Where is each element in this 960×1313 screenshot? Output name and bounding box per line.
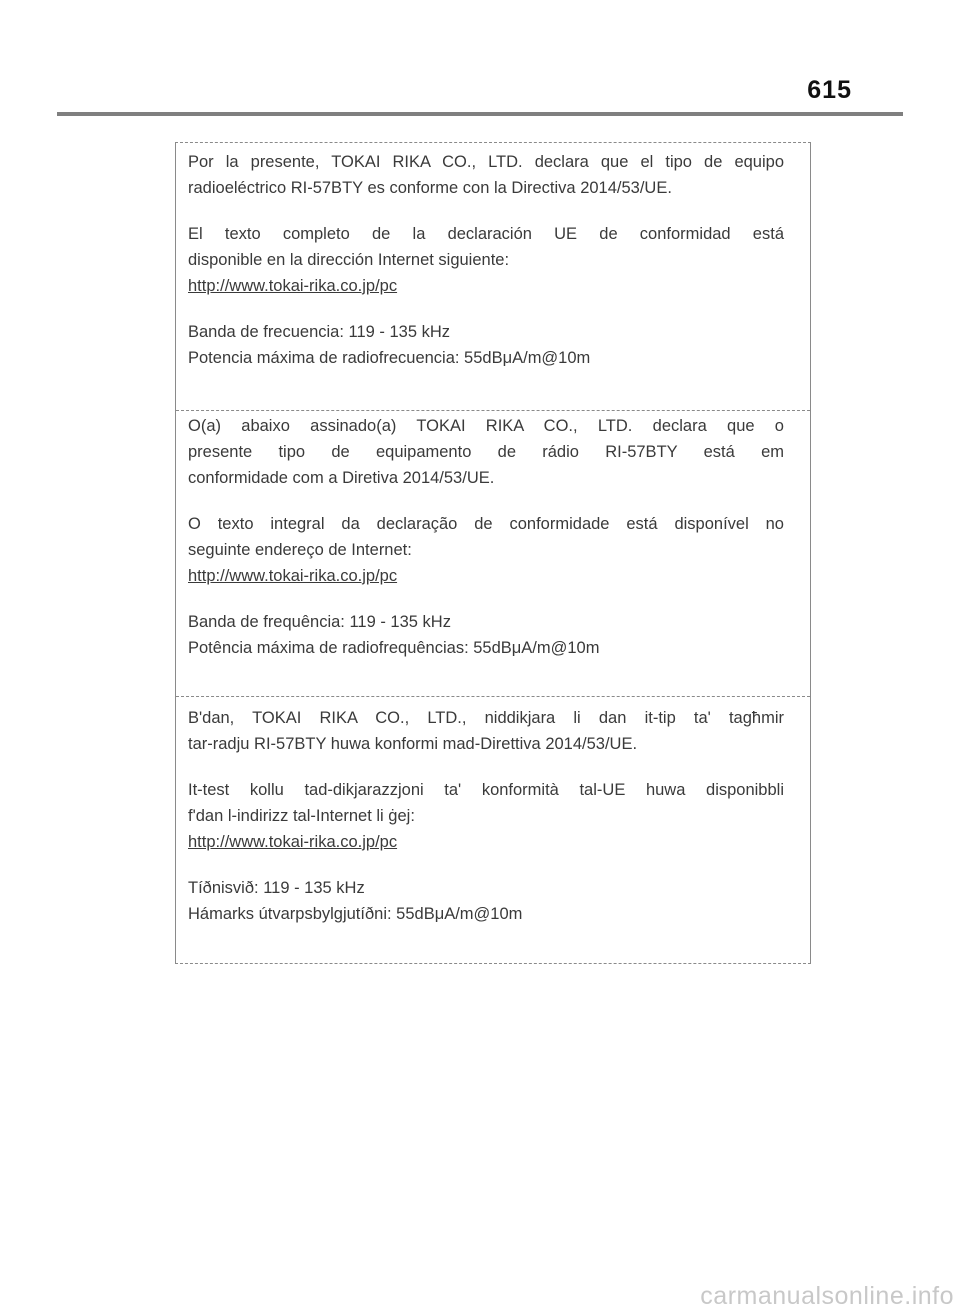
paragraph-line: f'dan l-indirizz tal-Internet li ġej: <box>188 807 415 825</box>
paragraph-line: tar-radju RI-57BTY huwa konformi mad-Direttiva 2014/53/UE. <box>188 735 638 753</box>
watermark: carmanualsonline.info <box>700 1282 954 1310</box>
paragraph-line: O texto integral da declaração de conformidade está disponível no <box>188 515 784 533</box>
paragraph-line: El texto completo de la declaración UE de conformidad está <box>188 225 784 243</box>
declaration-link[interactable]: http://www.tokai-rika.co.jp/pc <box>188 833 398 851</box>
paragraph-line: conformidade com a Diretiva 2014/53/UE. <box>188 469 495 487</box>
paragraph-line: Por la presente, TOKAI RIKA CO., LTD. declara que el tipo de equipo <box>188 153 784 171</box>
paragraph-line: B'dan, TOKAI RIKA CO., LTD., niddikjara li dan it-tip ta' tagħmir <box>188 709 784 727</box>
declaration-box <box>175 142 811 964</box>
frequency-text: Banda de frecuencia: 119 - 135 kHz <box>188 323 451 341</box>
section-spanish <box>176 143 810 410</box>
power-text: Potencia máxima de radiofrecuencia: 55dBμA/m@10m <box>188 349 591 367</box>
declaration-link[interactable]: http://www.tokai-rika.co.jp/pc <box>188 567 398 585</box>
paragraph-line: disponible en la dirección Internet siguiente: <box>188 251 510 269</box>
paragraph-line: seguinte endereço de Internet: <box>188 541 412 559</box>
paragraph-line: presente tipo de equipamento de rádio RI-57BTY está em <box>188 443 784 461</box>
power-text: Hámarks útvarpsbylgjutíðni: 55dBμA/m@10m <box>188 905 523 923</box>
declaration-link[interactable]: http://www.tokai-rika.co.jp/pc <box>188 277 398 295</box>
header-rule <box>57 112 903 116</box>
paragraph-line: O(a) abaixo assinado(a) TOKAI RIKA CO., LTD. declara que o <box>188 417 784 435</box>
paragraph-line: radioeléctrico RI-57BTY es conforme con la Directiva 2014/53/UE. <box>188 179 672 197</box>
page-number: 615 <box>807 76 852 104</box>
frequency-text: Banda de frequência: 119 - 135 kHz <box>188 613 451 631</box>
paragraph-line: It-test kollu tad-dikjarazzjoni ta' konformità tal-UE huwa disponibbli <box>188 781 784 799</box>
section-portuguese <box>176 410 810 696</box>
frequency-text: Tíðnisvið: 119 - 135 kHz <box>188 879 365 897</box>
section-maltese <box>176 696 810 964</box>
power-text: Potência máxima de radiofrequências: 55dBμA/m@10m <box>188 639 600 657</box>
